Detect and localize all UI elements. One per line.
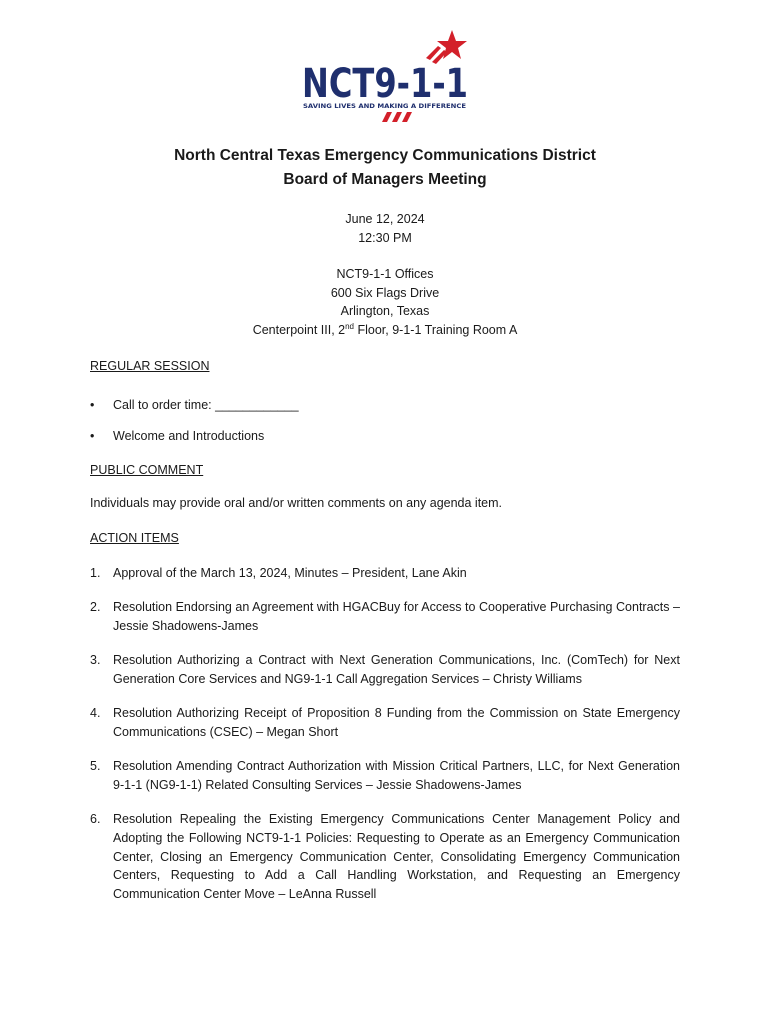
location-line-4-prefix: Centerpoint III, 2 — [252, 322, 346, 337]
meeting-title: Board of Managers Meeting — [283, 171, 487, 188]
meeting-time: 12:30 PM — [358, 230, 412, 245]
action-item-text: Approval of the March 13, 2024, Minutes – President, Lane Akin — [113, 566, 467, 580]
bullet-mark: • — [90, 398, 95, 412]
star-icon — [426, 30, 467, 64]
nct911-logo — [300, 28, 472, 124]
org-title: North Central Texas Emergency Communications District — [174, 147, 596, 164]
action-item — [90, 757, 680, 795]
action-item — [90, 651, 680, 689]
nct911-logo-graphic — [300, 28, 472, 124]
svg-text:SAVING LIVES AND MAKING A DIFF: SAVING LIVES AND MAKING A DIFFERENCE — [303, 103, 466, 110]
bullet-mark: • — [90, 429, 95, 443]
public-comment-heading: PUBLIC COMMENT — [90, 463, 204, 477]
action-item-text: Resolution Authorizing Receipt of Proposition 8 Funding from the Commission on State Emergency Communications (CSEC) – Megan Short — [113, 706, 680, 739]
regular-session-heading: REGULAR SESSION — [90, 359, 210, 373]
action-item-text: Resolution Repealing the Existing Emergency Communications Center Management Policy and Adopting the Following NCT9-1-1 Policies: Requesting to Operate as an Emergency Communication Center, Closing an Emergency Communication Center, Consolidating Emergency Communication Centers, Requesting to Add a Call Handling Workstation, and Requesting an Emergency Communication Center Move – LeAnna Russell — [113, 812, 680, 902]
meeting-datetime — [0, 210, 770, 247]
meeting-location — [0, 265, 770, 339]
action-item-number: 4. — [90, 706, 101, 720]
action-item-number: 2. — [90, 600, 101, 614]
action-items-heading: ACTION ITEMS — [90, 531, 179, 545]
location-line-3: Arlington, Texas — [340, 304, 430, 319]
action-item — [90, 598, 680, 636]
action-item-number: 5. — [90, 759, 101, 773]
stripes-icon — [382, 112, 412, 122]
action-item-text: Resolution Amending Contract Authorization with Mission Critical Partners, LLC, for Next Generation 9-1-1 (NG9-1-1) Related Consulting Services – Jessie Shadowens-James — [113, 759, 680, 792]
action-item-number: 1. — [90, 566, 101, 580]
location-line-2: 600 Six Flags Drive — [330, 285, 440, 300]
action-item — [90, 564, 680, 583]
meeting-date: June 12, 2024 — [345, 212, 425, 226]
bullet-text-call-to-order: Call to order time: ____________ — [113, 398, 299, 412]
location-line-4-suffix: Floor, 9-1-1 Training Room A — [354, 322, 518, 337]
action-item-text: Resolution Authorizing a Contract with Next Generation Communications, Inc. (ComTech) for Next Generation Core Services and NG9-1-1 Call Aggregation Services – Christy Williams — [113, 653, 680, 686]
action-item-number: 6. — [90, 812, 101, 826]
location-line-1: NCT9-1-1 Offices — [336, 267, 434, 281]
document-titles — [0, 144, 770, 192]
action-item-text: Resolution Endorsing an Agreement with HGACBuy for Access to Cooperative Purchasing Contracts – Jessie Shadowens-James — [113, 600, 680, 633]
action-item-number: 3. — [90, 653, 101, 667]
action-item — [90, 810, 680, 904]
location-line-4-sup: nd — [345, 321, 355, 331]
public-comment-text: Individuals may provide oral and/or written comments on any agenda item. — [90, 496, 503, 510]
location-line-4 — [0, 321, 770, 340]
action-item — [90, 704, 680, 742]
svg-text:NCT9-1-1: NCT9-1-1 — [302, 61, 468, 107]
bullet-text-welcome: Welcome and Introductions — [113, 429, 265, 443]
